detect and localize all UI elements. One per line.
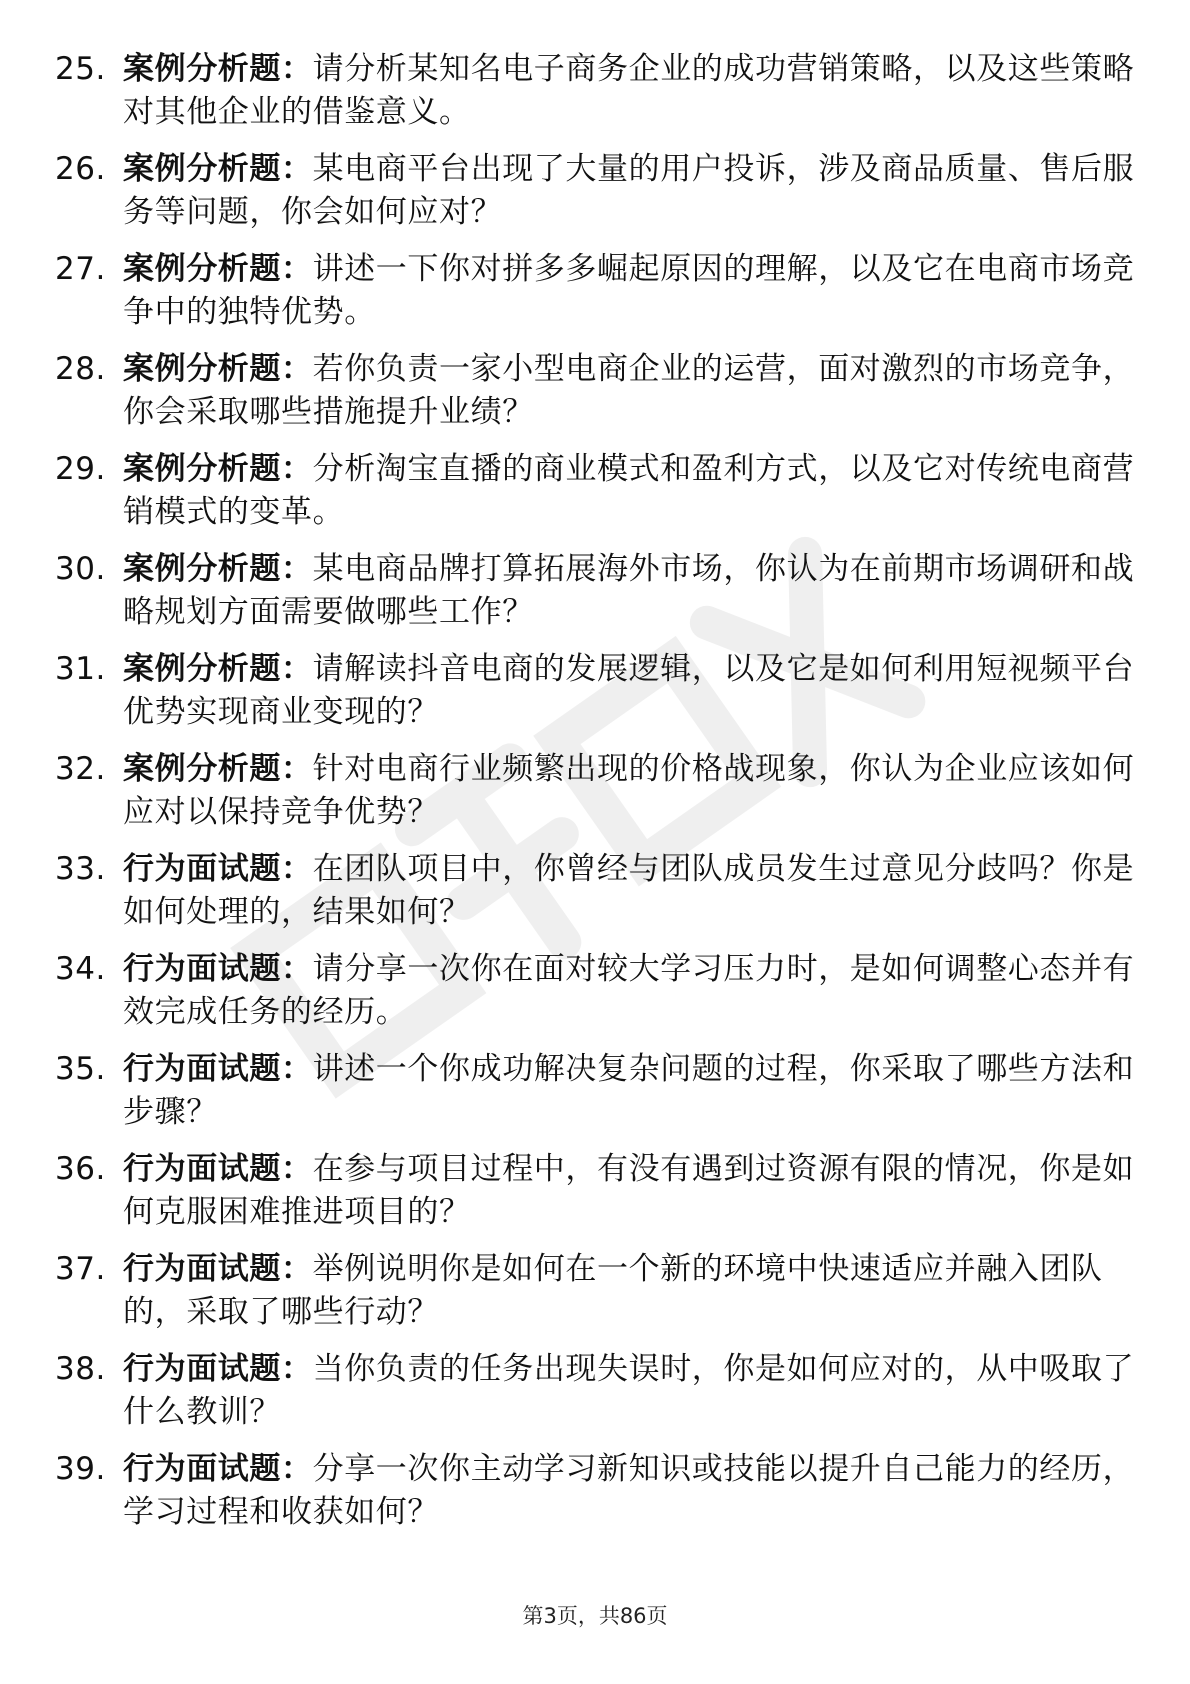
question-type-label: 案例分析题： [123, 251, 313, 287]
question-number: 28. [55, 351, 106, 387]
question-text [123, 348, 1158, 434]
question-item [55, 248, 1135, 348]
question-body: 在团队项目中，你曾经与团队成员发生过意见分歧吗？你是如何处理的，结果如何？ [123, 851, 1135, 930]
question-body: 分析淘宝直播的商业模式和盈利方式，以及它对传统电商营销模式的变革。 [123, 451, 1135, 530]
question-number: 37. [55, 1251, 106, 1287]
question-number: 26. [55, 151, 106, 187]
question-body: 在参与项目过程中，有没有遇到过资源有限的情况，你是如何克服困难推进项目的？ [123, 1151, 1135, 1230]
question-text [123, 148, 1158, 234]
question-type-label: 案例分析题： [123, 651, 313, 687]
question-text [123, 248, 1158, 334]
question-text [123, 748, 1158, 834]
question-number: 30. [55, 551, 106, 587]
question-number: 27. [55, 251, 106, 287]
question-body: 请分享一次你在面对较大学习压力时，是如何调整心态并有效完成任务的经历。 [123, 951, 1135, 1030]
question-number: 39. [55, 1451, 106, 1487]
question-item [55, 548, 1135, 648]
question-type-label: 行为面试题： [123, 951, 313, 987]
question-body: 请分析某知名电子商务企业的成功营销策略，以及这些策略对其他企业的借鉴意义。 [123, 51, 1135, 130]
question-number: 34. [55, 951, 106, 987]
question-type-label: 行为面试题： [123, 1451, 313, 1487]
question-number: 29. [55, 451, 106, 487]
question-body: 针对电商行业频繁出现的价格战现象，你认为企业应该如何应对以保持竞争优势？ [123, 751, 1135, 830]
question-number: 25. [55, 51, 106, 87]
question-type-label: 行为面试题： [123, 1151, 313, 1187]
question-item [55, 948, 1135, 1048]
question-list [55, 48, 1135, 1548]
question-text [123, 1348, 1158, 1434]
question-item [55, 1248, 1135, 1348]
question-item [55, 48, 1135, 148]
question-type-label: 行为面试题： [123, 851, 313, 887]
question-item [55, 848, 1135, 948]
question-text [123, 848, 1158, 934]
page-number-footer: 第3页，共86页 [522, 1604, 668, 1628]
question-type-label: 案例分析题： [123, 751, 313, 787]
question-text [123, 648, 1158, 734]
question-text [123, 1148, 1158, 1234]
question-item [55, 1448, 1135, 1548]
question-type-label: 案例分析题： [123, 151, 313, 187]
question-body: 分享一次你主动学习新知识或技能以提升自己能力的经历，学习过程和收获如何？ [123, 1451, 1135, 1530]
question-item [55, 448, 1135, 548]
question-body: 举例说明你是如何在一个新的环境中快速适应并融入团队的，采取了哪些行动？ [123, 1251, 1103, 1330]
question-number: 35. [55, 1051, 106, 1087]
question-type-label: 行为面试题： [123, 1351, 313, 1387]
question-body: 若你负责一家小型电商企业的运营，面对激烈的市场竞争，你会采取哪些措施提升业绩？ [123, 351, 1135, 430]
question-text [123, 48, 1158, 134]
question-body: 某电商平台出现了大量的用户投诉，涉及商品质量、售后服务等问题，你会如何应对？ [123, 151, 1135, 230]
question-item [55, 1148, 1135, 1248]
question-item [55, 748, 1135, 848]
question-text [123, 1448, 1158, 1534]
question-type-label: 行为面试题： [123, 1051, 313, 1087]
question-item [55, 1348, 1135, 1448]
question-body: 讲述一个你成功解决复杂问题的过程，你采取了哪些方法和步骤？ [123, 1051, 1135, 1130]
question-number: 32. [55, 751, 106, 787]
question-text [123, 1248, 1158, 1334]
question-type-label: 案例分析题： [123, 551, 313, 587]
question-type-label: 行为面试题： [123, 1251, 313, 1287]
question-text [123, 448, 1158, 534]
question-text [123, 948, 1158, 1034]
question-item [55, 648, 1135, 748]
question-body: 当你负责的任务出现失误时，你是如何应对的，从中吸取了什么教训？ [123, 1351, 1135, 1430]
question-text [123, 1048, 1158, 1134]
question-type-label: 案例分析题： [123, 451, 313, 487]
question-type-label: 案例分析题： [123, 351, 313, 387]
question-item [55, 1048, 1135, 1148]
question-number: 31. [55, 651, 106, 687]
question-number: 38. [55, 1351, 106, 1387]
question-body: 请解读抖音电商的发展逻辑，以及它是如何利用短视频平台优势实现商业变现的？ [123, 651, 1135, 730]
question-number: 36. [55, 1151, 106, 1187]
question-body: 某电商品牌打算拓展海外市场，你认为在前期市场调研和战略规划方面需要做哪些工作？ [123, 551, 1135, 630]
question-text [123, 548, 1158, 634]
question-type-label: 案例分析题： [123, 51, 313, 87]
question-body: 讲述一下你对拼多多崛起原因的理解，以及它在电商市场竞争中的独特优势。 [123, 251, 1135, 330]
question-item [55, 148, 1135, 248]
question-number: 33. [55, 851, 106, 887]
question-item [55, 348, 1135, 448]
